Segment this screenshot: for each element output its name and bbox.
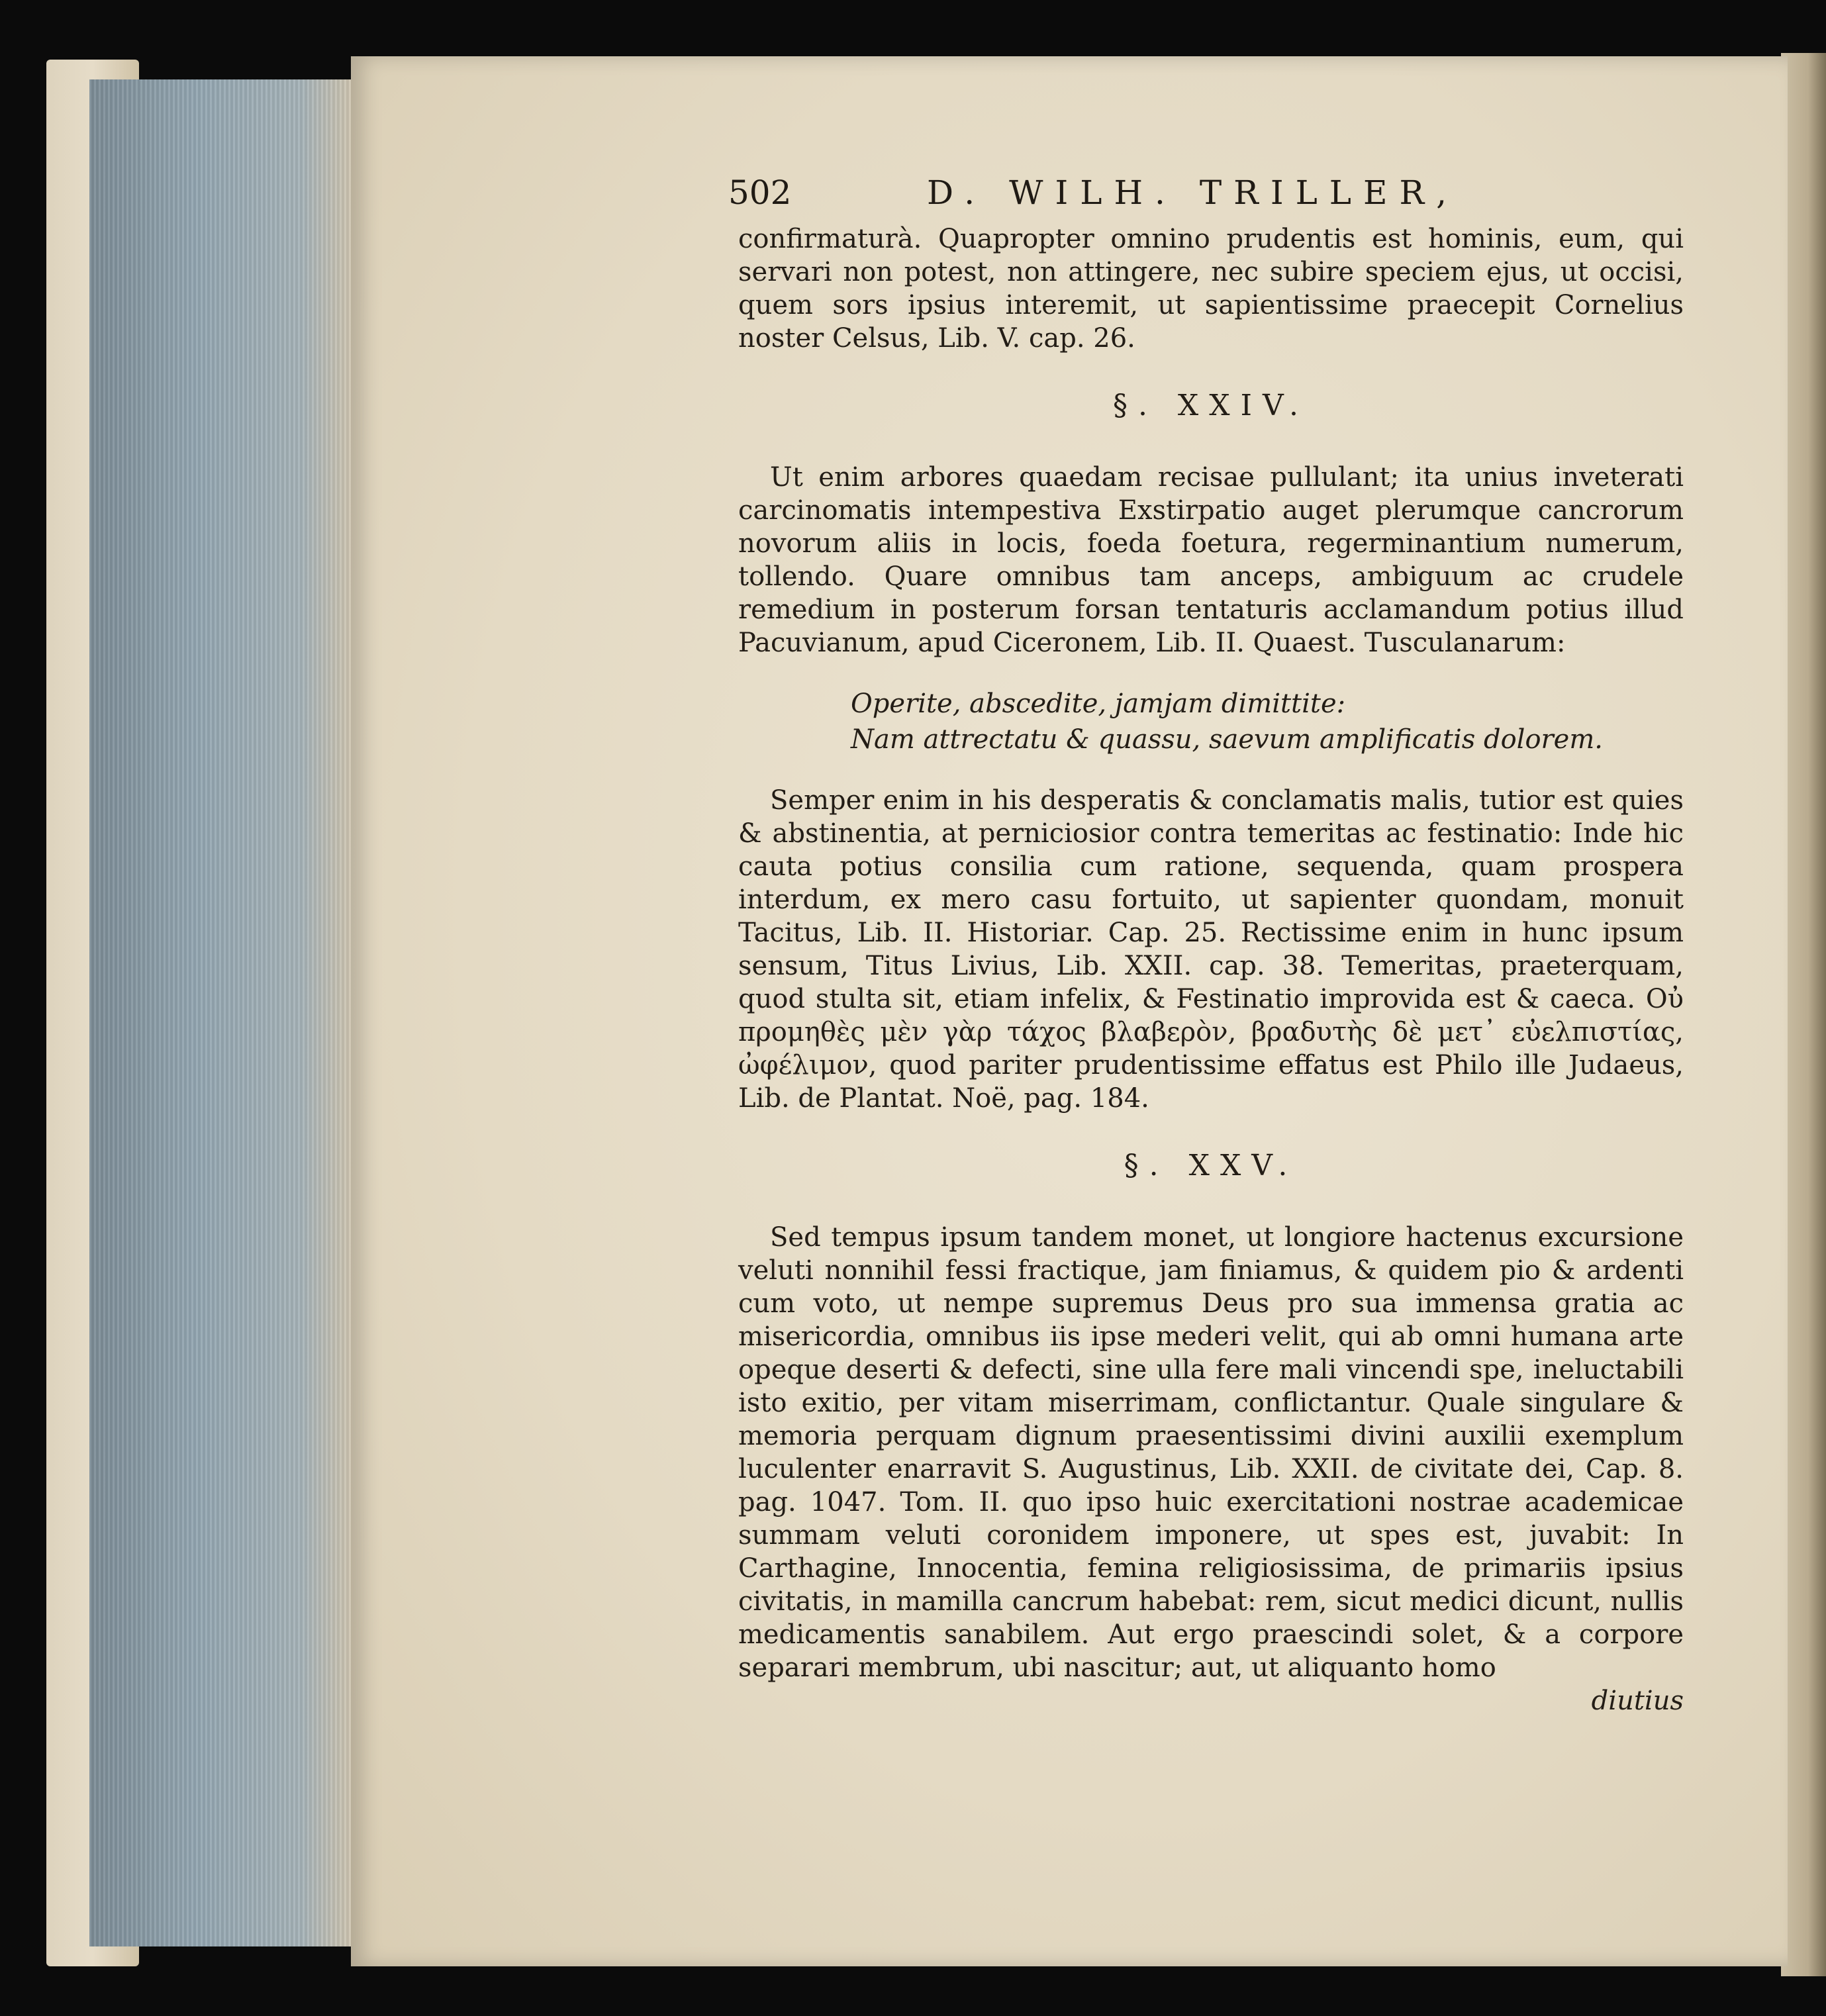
- verse-line-1: Operite, abscedite, jamjam dimittite:: [851, 689, 1346, 719]
- section-heading-25: §. XXV.: [1124, 1149, 1298, 1182]
- section-25-paragraph: Sed tempus ipsum tandem monet, ut longiore hactenus excursione veluti nonnihil fessi fractique, jam finiamus, & quidem pio & ardenti cum voto, ut nempe supremus Deus pro sua immensa gratia ac misericordia, omnibus iis ipse mederi velit, qui ab omni humana arte opeque deserti & defecti, sine ulla fere mali vincendi spe, ineluctabili isto exitio, per vitam miserrimam, conflictantur. Quale singulare & memoria perquam dignum praesentissimi divini auxilii exemplum luculenter enarravit S. Augustinus, Lib. XXII. de civitate dei, Cap. 8. pag. 1047. Tom. II. quo ipso huic exercitationi nostrae academicae summam veluti coronidem imponere, ut spes est, juvabit: In Carthagine, Innocentia, femina religiosissima, de primariis ipsius civitatis, in mamilla cancrum habebat: rem, sicut medici dicunt, nullis medicamentis sanabilem. Aut ergo praescindi solet, & a corpore separari membrum, ubi nascitur; aut, ut aliquanto homo: [738, 1222, 1684, 1683]
- catchword: diutius: [1591, 1686, 1684, 1716]
- section-heading-24: §. XXIV.: [1112, 389, 1310, 422]
- verse-quotation: [851, 686, 1684, 757]
- facing-page-sliver: [1781, 53, 1826, 1976]
- page-number: 502: [728, 173, 792, 212]
- opening-paragraph: confirmaturà. Quapropter omnino prudentis est hominis, eum, qui servari non potest, non attingere, nec subire speciem ejus, ut occisi, quem sors ipsius interemit, ut sapientissime praecepit Cornelius noster Celsus, Lib. V. cap. 26.: [738, 224, 1684, 354]
- page-body: [738, 222, 1684, 1717]
- running-title: D. WILH. TRILLER,: [927, 173, 1459, 212]
- verse-line-2: Nam attrectatu & quassu, saevum amplificatis dolorem.: [851, 724, 1603, 755]
- page-stack-edge: [89, 79, 354, 1946]
- section-24-paragraph: Ut enim arbores quaedam recisae pullulant; ita unius inveterati carcinomatis intempestiva Exstirpatio auget plerumque cancrorum novorum aliis in locis, foeda foetura, regerminantium numerum, tollendo. Quare omnibus tam anceps, ambiguum ac crudele remedium in posterum forsan tentaturis acclamandum potius illud Pacuvianum, apud Ciceronem, Lib. II. Quaest. Tusculanarum:: [738, 462, 1684, 658]
- section-24-paragraph-2: Semper enim in his desperatis & conclamatis malis, tutior est quies & abstinentia, at perniciosior contra temeritas ac festinatio: Inde hic cauta potius consilia cum ratione, sequenda, quam prospera interdum, ex mero casu fortuito, ut sapienter quondam, monuit Tacitus, Lib. II. Historiar. Cap. 25. Rectissime enim in hunc ipsum sensum, Titus Livius, Lib. XXII. cap. 38. Temeritas, praeterquam, quod stulta sit, etiam infelix, & Festinatio improvida est & caeca. Οὐ προμηθὲς μὲν γὰρ τάχος βλαβερὸν, βραδυτὴς δὲ μετ᾽ εὐελπιστίας, ὠφέλιμον, quod pariter prudentissime effatus est Philo ille Judaeus, Lib. de Plantat. Noë, pag. 184.: [738, 785, 1684, 1114]
